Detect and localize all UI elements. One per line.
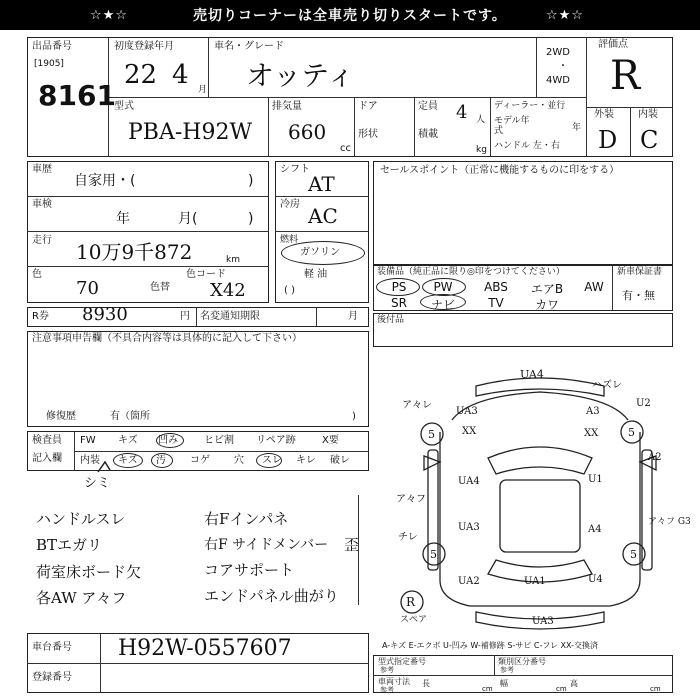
displacement-label: 排気量 <box>272 101 302 112</box>
shift-label: シフト <box>280 164 310 175</box>
displacement-value: 660 <box>288 120 327 144</box>
mark-a3: A3 <box>586 406 600 417</box>
model-year-label: モデル年式 <box>494 116 530 136</box>
grade-label: 評価点 <box>598 39 628 50</box>
warranty-options: 有・無 <box>622 289 655 302</box>
recycle-value: 8930 <box>82 304 128 325</box>
color-code: X42 <box>210 280 246 301</box>
mark-chire: チレ <box>398 532 418 543</box>
mark-haz: ハズレ <box>592 380 622 391</box>
tire-fl: 5 <box>428 428 435 441</box>
color-change-label: 色替 <box>150 282 170 293</box>
equip-sr: SR <box>391 296 407 310</box>
legend-repair: リペア跡 <box>256 435 296 446</box>
equip-aw: AW <box>584 280 604 294</box>
fuel-light-oil: 軽 油 <box>304 269 328 280</box>
banner-stars-right: ☆★☆ <box>546 7 584 23</box>
type-label: 型式 <box>114 101 134 112</box>
tax-notice-label: 名変通知期限 <box>200 311 260 322</box>
remark-left-3: 荷室床ボード欠 <box>36 563 142 581</box>
equip-navi: ナビ <box>430 298 455 312</box>
year-unit: 年 <box>572 123 582 133</box>
equip-leather: カワ <box>534 298 559 312</box>
kg-unit: kg <box>476 145 487 155</box>
mark-ua4-side: UA4 <box>458 476 480 487</box>
lot-label: 出品番号 <box>32 41 72 52</box>
exterior-grade: D <box>598 126 618 154</box>
spare-label: スペア <box>400 615 428 625</box>
legend-fw: FW <box>80 435 96 446</box>
repair-label: 修復歴 <box>46 411 76 422</box>
mark-xx-right: XX <box>584 428 599 439</box>
month-unit: 月 <box>198 85 208 95</box>
handle-label: ハンドル 左・右 <box>494 141 560 151</box>
mark-ua3-front: UA3 <box>456 406 478 417</box>
equip-tv: TV <box>488 296 504 310</box>
equip-pw: PW <box>433 280 453 294</box>
shift-value: AT <box>308 172 335 196</box>
doors-label: ドア <box>358 101 378 112</box>
legend-cut: キレ <box>296 455 316 466</box>
person-unit: 人 <box>476 115 486 125</box>
equipment-label: 装備品（純正品に限り◎印をつけてください） <box>377 267 565 277</box>
new-warranty-label: 新車保証書 <box>617 267 663 277</box>
fuel-other: ( ) <box>284 285 295 296</box>
mark-pafu-left: ア々フ <box>396 494 426 505</box>
legend-dent: 凹み <box>158 435 178 446</box>
legend-scratch: キズ <box>118 435 138 446</box>
equip-ps: PS <box>391 280 407 294</box>
chassis-label: 車台番号 <box>32 642 72 653</box>
legend-interior: 内装 <box>80 455 100 466</box>
remark-right-3: コアサポート <box>204 561 295 579</box>
notes-label: 注意事項申告欄（不具合内容等は具体的に記入して下さい） <box>32 333 302 344</box>
damage-legend: A-キズ E-エクボ U-凹み W-補修跡 S-サビ C-フレ XX-交換済 <box>382 641 599 650</box>
remark-right-1: 右Fインパネ <box>204 510 289 528</box>
legend-replace: X要 <box>322 435 339 446</box>
banner-text: 売切りコーナーは全車売り切りスタートです。 <box>193 8 507 24</box>
model-label: 車名・グレード <box>214 41 284 52</box>
cc-unit: cc <box>340 143 351 154</box>
yen-unit: 円 <box>180 311 190 322</box>
spare-mark: R <box>406 595 416 609</box>
afterfit-label: 後付品 <box>377 315 405 325</box>
tire-fr: 5 <box>628 426 635 439</box>
tire-rl: 5 <box>430 548 437 561</box>
banner-stars-left: ☆★☆ <box>90 7 128 23</box>
remark-right-4: エンドパネル曲がり <box>204 587 339 605</box>
drive-2wd: 2WD <box>546 47 570 58</box>
chassis-value: H92W-0557607 <box>118 636 292 661</box>
sales-point-label: セールスポイント（正常に機能するものに印をする） <box>380 165 620 176</box>
color-code-label: 色コード <box>186 269 226 280</box>
legend-hole: 穴 <box>234 455 244 466</box>
mark-a2: A2 <box>648 452 662 463</box>
class-label: 類別区分番号 <box>498 657 546 666</box>
legend-tear: 破レ <box>330 455 350 466</box>
legend-burn: コゲ <box>190 455 210 466</box>
equip-airbag: エアB <box>530 282 564 296</box>
mark-a4: A4 <box>588 524 602 535</box>
history-value: 自家用・( <box>74 173 136 189</box>
legend-dirt: 汚 <box>156 455 166 466</box>
remark-left-4: 各AW ア々フ <box>36 589 127 607</box>
interior-grade: C <box>640 126 659 154</box>
repair-value: 有（箇所 <box>110 411 150 422</box>
type-code: PBA-H92W <box>128 120 253 145</box>
mark-u4: U4 <box>588 574 603 585</box>
lot-number: 8161 <box>38 79 116 112</box>
exterior-label: 外装 <box>594 109 614 120</box>
first-reg-year: 22 <box>124 60 158 90</box>
mark-ua3-rear: UA3 <box>532 616 554 627</box>
recycle-label: R券 <box>32 311 49 322</box>
fuel-gasoline: ガソリン <box>300 247 340 258</box>
mark-ua1: UA1 <box>524 576 546 587</box>
mark-u1: U1 <box>588 474 603 485</box>
mileage-label: 走行 <box>32 235 52 246</box>
km-unit: km <box>226 255 240 265</box>
remark-right-2: 右F サイドメンバー <box>204 537 329 553</box>
checker-label: 検査員 <box>32 435 62 446</box>
legend-int-scratch: キズ <box>118 455 138 466</box>
fuel-label: 燃料 <box>280 235 299 245</box>
load-label: 積載 <box>418 129 438 140</box>
legend-crack: ヒビ割 <box>204 435 234 446</box>
inspection-label: 車検 <box>32 199 52 210</box>
drive-4wd: 4WD <box>546 75 570 86</box>
remark-left-1: ハンドルスレ <box>36 510 126 528</box>
color-label: 色 <box>32 269 42 280</box>
remark-right-mark: 歪 <box>344 536 360 554</box>
dealer-label: ディーラー・並行 <box>494 101 566 111</box>
lot-code: [1905] <box>34 59 64 69</box>
legend-rub: スレ <box>262 455 282 466</box>
mileage-value: 10万9千872 <box>76 240 193 264</box>
shape-label: 形状 <box>358 129 378 140</box>
form-label: 型式指定番号 <box>378 657 426 666</box>
tax-month-unit: 月 <box>348 311 358 322</box>
length-label: 車両寸法 <box>378 677 410 686</box>
remark-left-2: BTエガリ <box>36 536 103 554</box>
mark-u2: U2 <box>636 398 651 409</box>
aircon-label: 冷房 <box>280 199 300 210</box>
mark-ua4-front: UA4 <box>520 368 544 381</box>
mark-pure: ア々レ <box>402 400 432 411</box>
first-reg-label: 初度登録年月 <box>114 41 174 52</box>
mark-xx-left: XX <box>462 426 477 437</box>
aircon-value: AC <box>308 204 338 228</box>
history-label: 車歴 <box>32 164 52 175</box>
overall-grade: R <box>610 53 641 99</box>
first-reg-month: 4 <box>172 60 189 90</box>
equip-abs: ABS <box>484 280 508 294</box>
tire-rr: 5 <box>630 548 637 561</box>
capacity-value: 4 <box>456 102 468 123</box>
stain-note: シミ <box>84 476 111 491</box>
model-name: オッティ <box>246 59 355 92</box>
mark-ua2: UA2 <box>458 576 480 587</box>
entry-label: 記入欄 <box>32 453 62 464</box>
color-value: 70 <box>76 278 99 299</box>
reg-label: 登録番号 <box>32 672 72 683</box>
capacity-label: 定員 <box>418 101 438 112</box>
mark-pafu-right: ア々フ G3 <box>648 517 691 527</box>
mark-ua3-side: UA3 <box>458 522 480 533</box>
interior-label: 内装 <box>638 109 658 120</box>
